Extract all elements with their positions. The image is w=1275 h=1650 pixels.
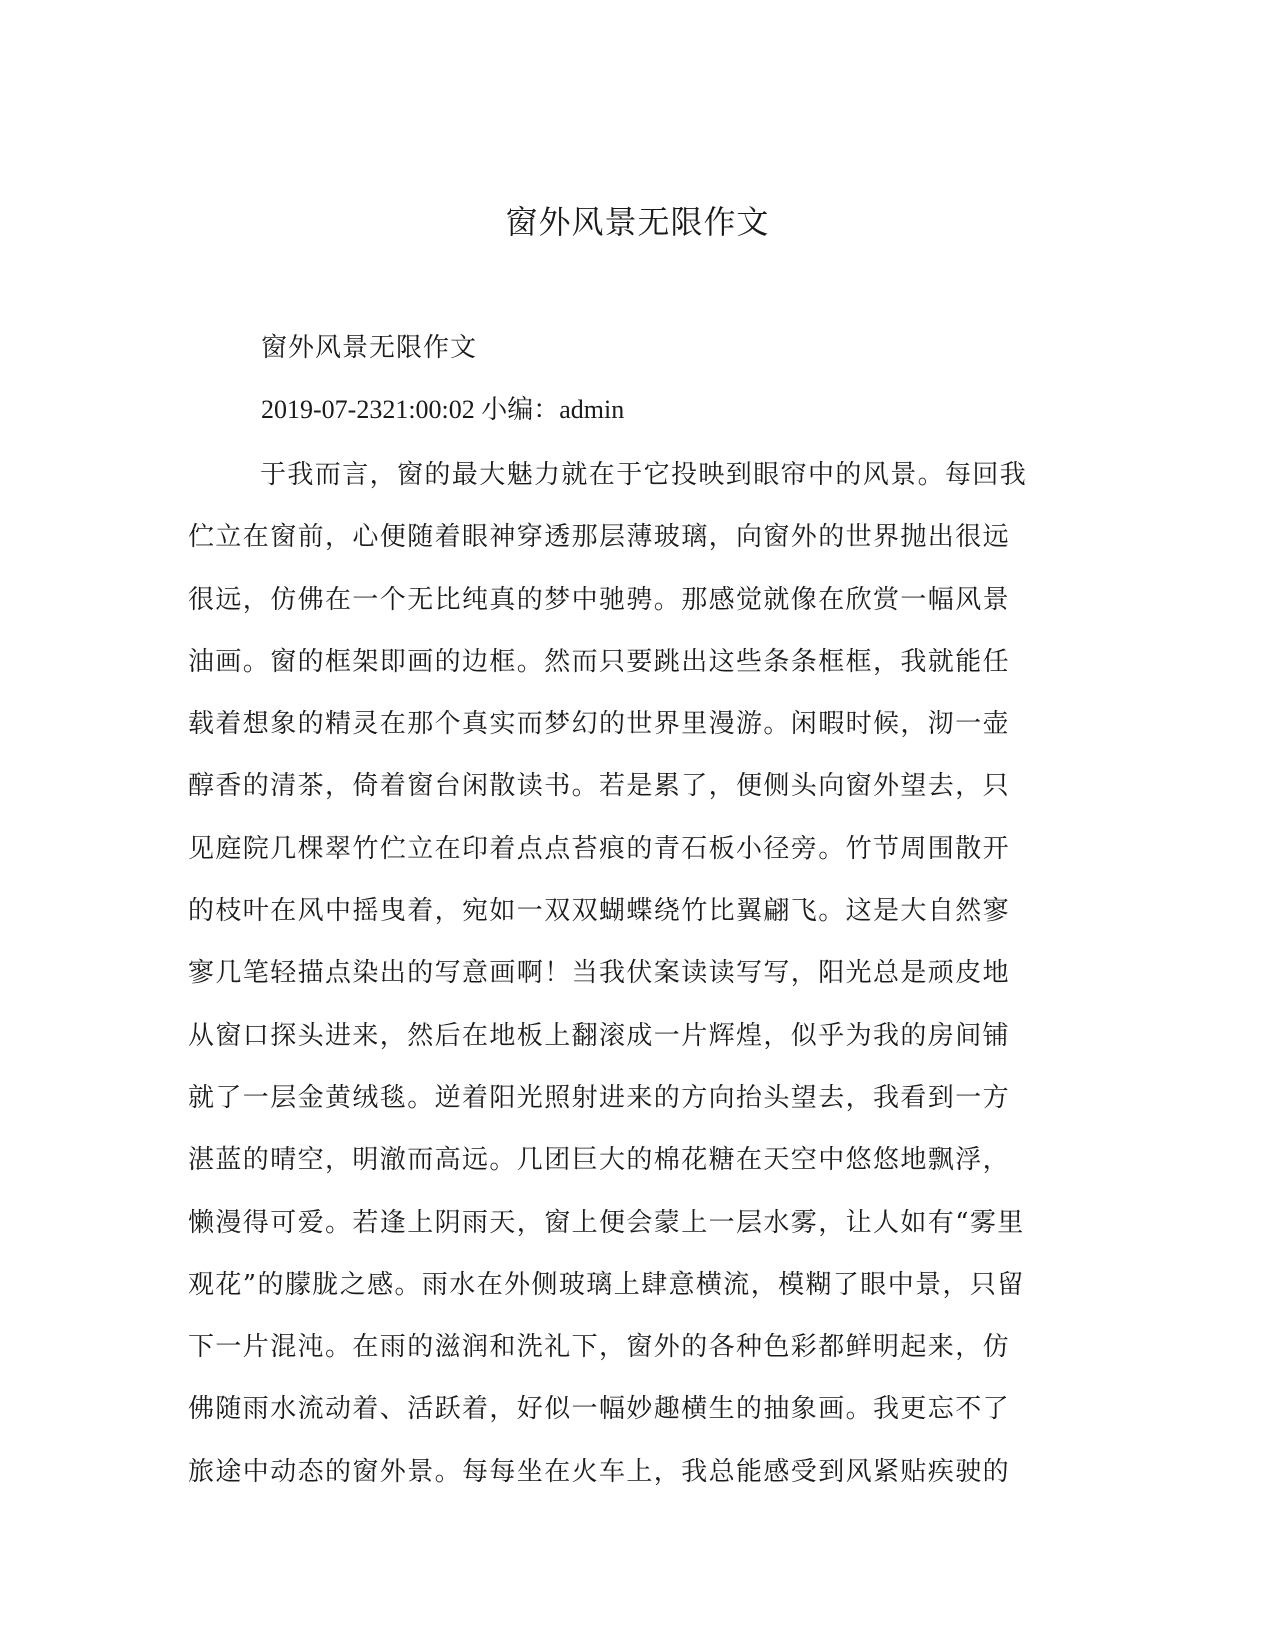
body-line: 懒漫得可爱。若逢上阴雨天，窗上便会蒙上一层水雾，让人如有“雾里 [188,1207,1025,1238]
body-line: 油画。窗的框架即画的边框。然而只要跳出这些条条框框，我就能任 [188,646,1011,677]
body-line: 观花”的朦胧之感。雨水在外侧玻璃上肆意横流，模糊了眼中景，只留 [188,1269,1025,1300]
body-line: 很远，仿佛在一个无比纯真的梦中驰骋。那感觉就像在欣赏一幅风景 [188,584,1011,615]
body-line: 于我而言，窗的最大魅力就在于它投映到眼帘中的风景。每回我 [260,460,1028,490]
body-line: 伫立在窗前，心便随着眼神穿透那层薄玻璃，向窗外的世界抛出很远 [188,522,1011,553]
body-line: 旅途中动态的窗外景。每每坐在火车上，我总能感受到风紧贴疾驶的 [188,1456,1011,1487]
article-body [188,444,1188,1503]
body-line: 的枝叶在风中摇曳着，宛如一双双蝴蝶绕竹比翼翩飞。这是大自然寥 [188,896,1011,927]
body-line: 从窗口探头进来，然后在地板上翻滚成一片辉煌，似乎为我的房间铺 [188,1020,1011,1051]
article-meta: 2019-07-2321:00:02 小编：admin [261,395,625,424]
body-line: 湛蓝的晴空，明澈而高远。几团巨大的棉花糖在天空中悠悠地飘浮， [188,1145,1011,1176]
body-line: 载着想象的精灵在那个真实而梦幻的世界里漫游。闲暇时候，沏一壶 [188,709,1011,740]
document-title: 窗外风景无限作文 [505,203,770,241]
body-line: 醇香的清茶，倚着窗台闲散读书。若是累了，便侧头向窗外望去，只 [188,771,1011,802]
article-subtitle: 窗外风景无限作文 [261,333,478,363]
body-line: 就了一层金黄绒毯。逆着阳光照射进来的方向抬头望去，我看到一方 [188,1082,1011,1113]
body-line: 佛随雨水流动着、活跃着，好似一幅妙趣横生的抽象画。我更忘不了 [188,1394,1011,1425]
body-line: 下一片混沌。在雨的滋润和洗礼下，窗外的各种色彩都鲜明起来，仿 [188,1332,1011,1363]
body-line: 寥几笔轻描点染出的写意画啊！当我伏案读读写写，阳光总是顽皮地 [188,958,1011,989]
body-line: 见庭院几棵翠竹伫立在印着点点苔痕的青石板小径旁。竹节周围散开 [188,833,1011,864]
